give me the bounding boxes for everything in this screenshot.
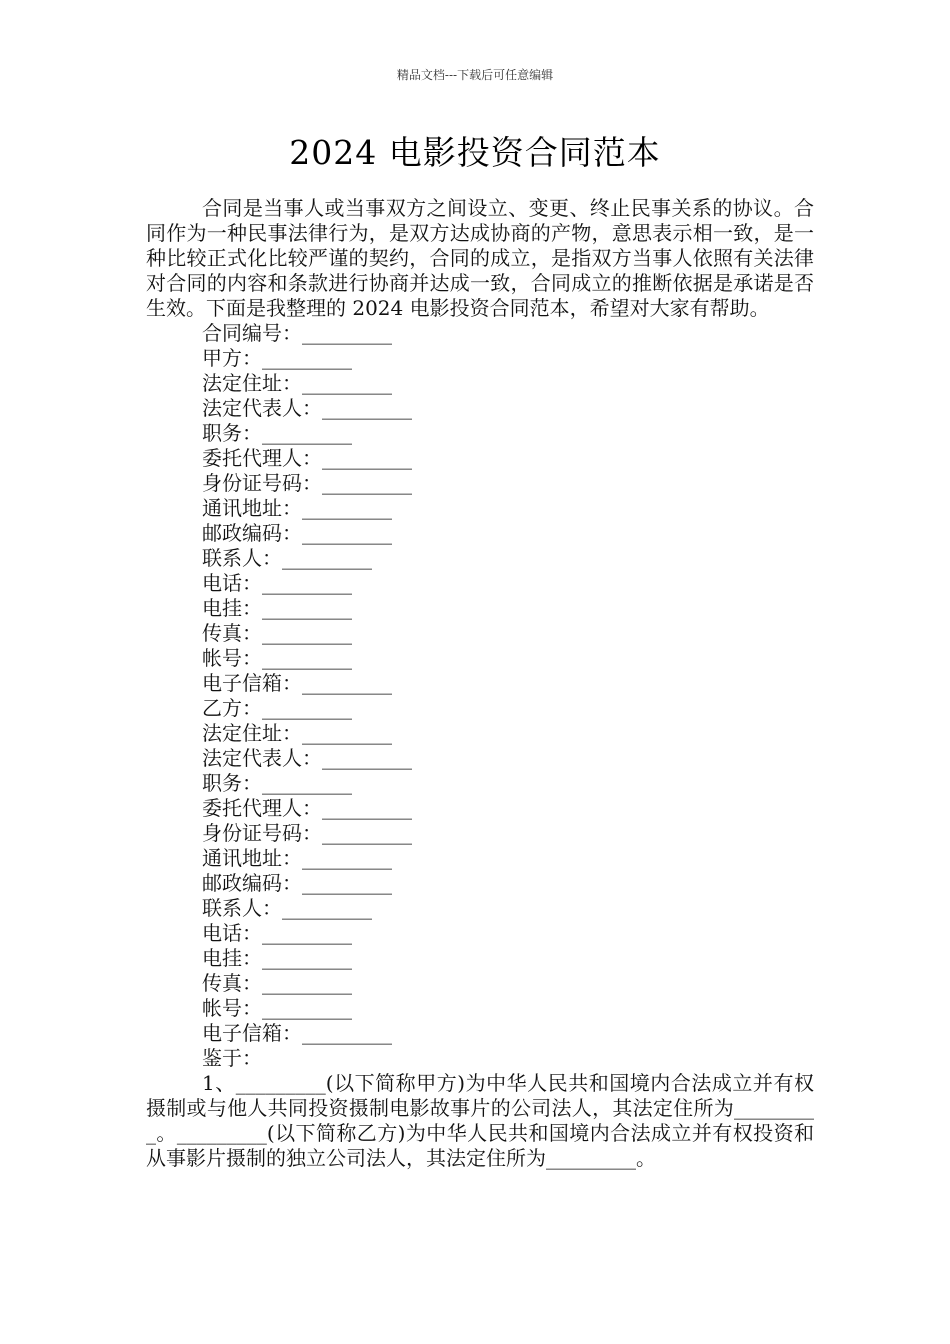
party-fields xyxy=(146,321,814,1071)
field-row: 法定住址：_________ xyxy=(202,371,392,395)
field-row: 电话：_________ xyxy=(202,921,352,945)
field-row: 联系人：_________ xyxy=(202,896,372,920)
field-row: 电子信箱：_________ xyxy=(202,671,392,695)
field-row: 甲方：_________ xyxy=(202,346,352,370)
field-row: 法定住址：_________ xyxy=(202,721,392,745)
clause-1-paragraph: 1、_________(以下简称甲方)为中华人民共和国境内合法成立并有权摄制或与他人共同投资摄制电影故事片的公司法人，其法定住所为_________。_________(以下简称乙方)为中华人民共和国境内合法成立并有权投资和从事影片摄制的独立公司法人，其法定住所为_________。 xyxy=(146,1071,814,1170)
field-row: 身份证号码：_________ xyxy=(202,821,412,845)
field-row: 法定代表人：_________ xyxy=(202,396,412,420)
field-row: 法定代表人：_________ xyxy=(202,746,412,770)
field-row: 委托代理人：_________ xyxy=(202,446,412,470)
field-row: 传真：_________ xyxy=(202,971,352,995)
field-row: 通讯地址：_________ xyxy=(202,846,392,870)
page-header: 精品文档---下载后可任意编辑 xyxy=(396,68,554,82)
field-row: 乙方：_________ xyxy=(202,696,352,720)
intro-paragraph: 合同是当事人或当事双方之间设立、变更、终止民事关系的协议。合同作为一种民事法律行为，是双方达成协商的产物，意思表示相一致，是一种比较正式化比较严谨的契约，合同的成立，是指双方当事人依照有关法律对合同的内容和条款进行协商并达成一致，合同成立的推断依据是承诺是否生效。下面是我整理的 2024 电影投资合同范本，希望对大家有帮助。 xyxy=(146,196,814,320)
document-body xyxy=(146,196,814,1171)
field-row: 邮政编码：_________ xyxy=(202,871,392,895)
field-row: 帐号：_________ xyxy=(202,996,352,1020)
field-row: 帐号：_________ xyxy=(202,646,352,670)
field-row: 联系人：_________ xyxy=(202,546,372,570)
field-row: 鉴于： xyxy=(202,1046,262,1070)
field-row: 职务：_________ xyxy=(202,421,352,445)
field-row: 通讯地址：_________ xyxy=(202,496,392,520)
field-row: 传真：_________ xyxy=(202,621,352,645)
field-row: 委托代理人：_________ xyxy=(202,796,412,820)
field-row: 电挂：_________ xyxy=(202,946,352,970)
field-row: 电子信箱：_________ xyxy=(202,1021,392,1045)
field-row: 合同编号：_________ xyxy=(202,321,392,345)
field-row: 身份证号码：_________ xyxy=(202,471,412,495)
document-title: 2024 电影投资合同范本 xyxy=(289,133,661,172)
field-row: 邮政编码：_________ xyxy=(202,521,392,545)
field-row: 电话：_________ xyxy=(202,571,352,595)
field-row: 电挂：_________ xyxy=(202,596,352,620)
field-row: 职务：_________ xyxy=(202,771,352,795)
